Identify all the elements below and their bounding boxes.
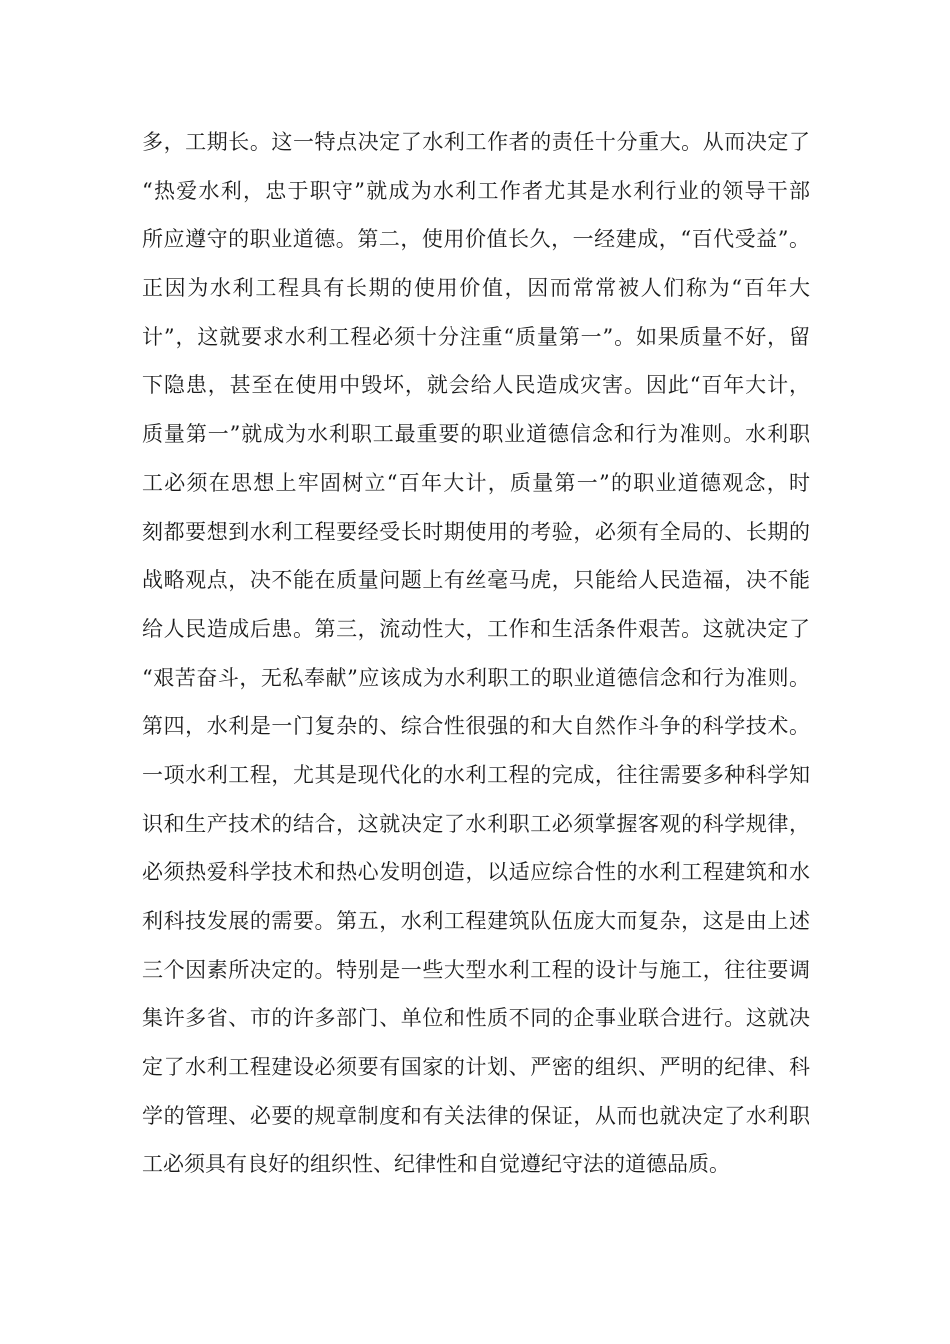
text-line: “艰苦奋斗，无私奉献”应该成为水利职工的职业道德信念和行为准则。 xyxy=(142,665,810,690)
body-paragraph xyxy=(142,118,810,1189)
text-line: “热爱水利，忠于职守”就成为水利工作者尤其是水利行业的领导干部 xyxy=(142,178,810,203)
text-line: 正因为水利工程具有长期的使用价值，因而常常被人们称为“百年大 xyxy=(142,276,810,301)
text-line: 多，工期长。这一特点决定了水利工作者的责任十分重大。从而决定了 xyxy=(142,130,810,154)
text-line: 识和生产技术的结合，这就决定了水利职工必须掌握客观的科学规律， xyxy=(142,811,810,836)
text-line: 下隐患，甚至在使用中毁坏，就会给人民造成灾害。因此“百年大计， xyxy=(142,373,810,398)
text-line: 定了水利工程建设必须要有国家的计划、严密的组织、严明的纪律、科 xyxy=(142,1055,810,1080)
text-line: 三个因素所决定的。特别是一些大型水利工程的设计与施工，往往要调 xyxy=(142,957,810,982)
text-line: 计”，这就要求水利工程必须十分注重“质量第一”。如果质量不好，留 xyxy=(142,324,810,349)
text-line: 战略观点，决不能在质量问题上有丝毫马虎，只能给人民造福，决不能 xyxy=(142,568,810,593)
text-line: 必须热爱科学技术和热心发明创造，以适应综合性的水利工程建筑和水 xyxy=(142,860,810,885)
text-line: 所应遵守的职业道德。第二，使用价值长久，一经建成，“百代受益”。 xyxy=(142,227,810,252)
text-line: 给人民造成后患。第三，流动性大，工作和生活条件艰苦。这就决定了 xyxy=(142,616,810,641)
text-line: 质量第一”就成为水利职工最重要的职业道德信念和行为准则。水利职 xyxy=(142,422,810,447)
text-line: 工必须在思想上牢固树立“百年大计，质量第一”的职业道德观念，时 xyxy=(142,470,810,495)
text-line: 第四，水利是一门复杂的、综合性很强的和大自然作斗争的科学技术。 xyxy=(142,714,810,739)
text-line-last: 工必须具有良好的组织性、纪律性和自觉遵纪守法的道德品质。 xyxy=(142,1152,730,1177)
text-line: 一项水利工程，尤其是现代化的水利工程的完成，往往需要多种科学知 xyxy=(142,762,810,787)
text-line: 刻都要想到水利工程要经受长时期使用的考验，必须有全局的、长期的 xyxy=(142,519,810,544)
text-line: 利科技发展的需要。第五，水利工程建筑队伍庞大而复杂，这是由上述 xyxy=(142,909,810,933)
text-line: 学的管理、必要的规章制度和有关法律的保证，从而也就决定了水利职 xyxy=(142,1103,810,1128)
text-line: 集许多省、市的许多部门、单位和性质不同的企事业联合进行。这就决 xyxy=(142,1006,810,1031)
